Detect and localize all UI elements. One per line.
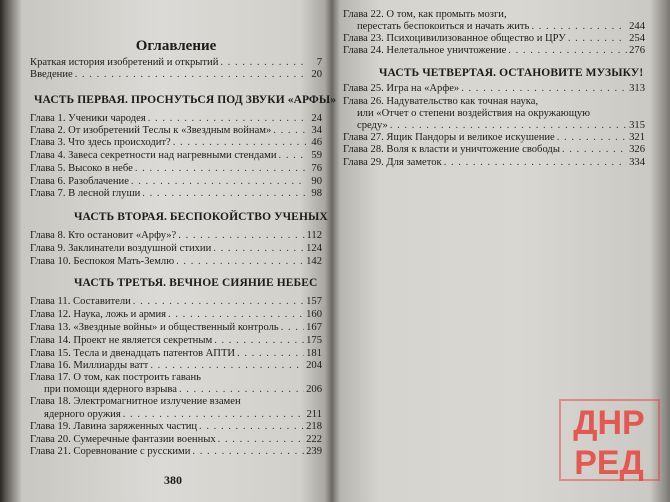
entry-title: Глава 1. Ученики чародея [30,113,146,124]
toc-entry [30,243,322,255]
dot-leader [461,83,627,95]
dot-leader [568,33,627,45]
toc-entry [30,137,322,149]
entry-page: 167 [306,322,322,333]
entry-title: Глава 23. Психоцивилизованное общество и ЦРУ [343,33,566,44]
page-number: 380 [164,473,182,487]
entry-title: Глава 9. Заклинатели воздушной стихии [30,243,212,254]
toc-entry-continuation [357,21,645,33]
entry-page: 222 [306,434,322,445]
entry-page: 157 [306,296,322,307]
entry-page: 276 [629,45,645,56]
part-two-heading: ЧАСТЬ ВТОРАЯ. БЕСПОКОЙСТВО УЧЕНЫХ [74,211,328,223]
entry-title: Глава 10. Беспокоя Мать-Землю [30,256,175,267]
entry-page: 326 [629,144,645,155]
entry-title: Глава 25. Игра на «Арфе» [343,83,460,94]
entry-page: 218 [306,421,322,432]
entry-title: Глава 21. Соревнование с русскими [30,446,191,457]
entry-page: 112 [306,230,322,241]
dot-leader [237,348,304,360]
entry-page: 175 [306,335,322,346]
dot-leader [281,322,304,334]
entry-page: 315 [629,120,645,131]
toc-entry [343,33,645,45]
dot-leader [199,421,304,433]
entry-page: 124 [306,243,322,254]
toc-entry-history [30,57,322,69]
toc-entry [30,113,322,125]
toc-entry [30,309,322,321]
entry-title: Глава 19. Лавина заряженных частиц [30,421,198,432]
watermark-logo [558,398,661,482]
toc-entry [30,421,322,433]
part-three-heading: ЧАСТЬ ТРЕТЬЯ. ВЕЧНОЕ СИЯНИЕ НЕБЕС [74,277,318,289]
entry-page: 98 [311,188,322,199]
entry-title: Краткая история изобретений и открытий [30,57,219,68]
dot-leader [444,157,627,169]
entry-title: Глава 27. Ящик Пандоры и великое искушение [343,132,555,143]
entry-page: 181 [306,348,322,359]
dot-leader [123,409,305,421]
watermark-line2: РЕД [574,444,644,482]
entry-page: 321 [629,132,645,143]
entry-title: Глава 3. Что здесь происходит? [30,137,171,148]
dot-leader [178,230,304,242]
entry-title: Введение [30,69,73,80]
toc-entry [343,45,645,57]
entry-page: 334 [629,157,645,168]
toc-entry-intro [30,69,322,81]
toc-entry [343,83,645,95]
dot-leader [390,120,627,132]
toc-entry [30,150,322,162]
entry-page: 142 [306,256,322,267]
toc-entry [30,256,322,268]
toc-entry-continuation [357,120,645,132]
dot-leader [214,335,304,347]
dot-leader [508,45,627,57]
left-page [30,0,337,502]
entry-page: 46 [311,137,322,148]
entry-page: 254 [629,33,645,44]
entry-page: 20 [311,69,322,80]
toc-entry-line: Глава 18. Электромагнитное излучение взамен [30,396,241,407]
entry-title: при помощи ядерного взрыва [44,384,177,395]
dot-leader [562,144,627,156]
entry-title: Глава 12. Наука, ложь и армия [30,309,167,320]
entry-page: 90 [311,176,322,187]
entry-title: Глава 29. Для заметок [343,157,442,168]
dot-leader [279,150,306,162]
toc-entry [30,434,322,446]
toc-entry [30,188,322,200]
dot-leader [176,256,304,268]
toc-entry-continuation [44,409,322,421]
toc-entry [30,322,322,334]
entry-title: Глава 24. Нелетальное уничтожение [343,45,507,56]
entry-page: 76 [311,163,322,174]
dot-leader [142,188,306,200]
entry-title: Глава 16. Миллиарды ватт [30,360,149,371]
dot-leader [75,69,306,81]
entry-title: Глава 28. Воля к власти и уничтожение свободы [343,144,560,155]
dot-leader [220,57,306,69]
entry-page: 239 [306,446,322,457]
entry-title: Глава 14. Проект не является секретным [30,335,213,346]
entry-title: Глава 8. Кто остановит «Арфу»? [30,230,177,241]
entry-page: 160 [306,309,322,320]
toc-entry [30,230,322,242]
toc-entry [30,163,322,175]
dot-leader [179,384,304,396]
entry-page: 204 [306,360,322,371]
toc-entry [30,125,322,137]
entry-page: 59 [311,150,322,161]
entry-title: Глава 13. «Звездные войны» и общественный контроль [30,322,279,333]
dot-leader [168,309,304,321]
entry-title: Глава 11. Составители [30,296,131,307]
entry-title: Глава 6. Разоблачение [30,176,129,187]
entry-page: 24 [311,113,322,124]
toc-entry [30,296,322,308]
toc-title: Оглавление [135,38,217,54]
toc-entry-line: Глава 22. О том, как промыть мозги, [343,9,507,20]
entry-title: Глава 5. Высоко в небе [30,163,133,174]
dot-leader [531,21,627,33]
dot-leader [557,132,627,144]
entry-title: ядерного оружия [44,409,121,420]
watermark-line1: ДНР [573,404,645,442]
entry-title: Глава 15. Тесла и двенадцать патентов АПТИ [30,348,236,359]
toc-entry [30,348,322,360]
toc-entry [343,132,645,144]
entry-page: 206 [306,384,322,395]
entry-title: Глава 4. Завеса секретности над нагревными стендами [30,150,277,161]
entry-page: 244 [629,21,645,32]
entry-page: 34 [311,125,322,136]
toc-entry [30,360,322,372]
dot-leader [150,360,304,372]
entry-title: Глава 7. В лесной глуши [30,188,141,199]
toc-entry [30,335,322,347]
dot-leader [148,113,306,125]
toc-entry-line: Глава 26. Надувательство как точная наука, [343,96,539,107]
toc-entry-line: или «Отчет о степени воздействия на окружающую [357,108,591,119]
dot-leader [192,446,304,458]
dot-leader [135,163,306,175]
dot-leader [133,296,304,308]
entry-title: среду» [357,120,388,131]
toc-entry-line: Глава 17. О том, как построить гавань [30,372,201,383]
part-four-heading: ЧАСТЬ ЧЕТВЕРТАЯ. ОСТАНОВИТЕ МУЗЫКУ! [379,67,644,79]
dot-leader [213,243,304,255]
toc-entry [343,144,645,156]
toc-entry-continuation [44,384,322,396]
entry-title: перестать беспокоиться и начать жить [357,21,530,32]
toc-entry [343,157,645,169]
dot-leader [218,434,304,446]
entry-page: 7 [316,57,322,68]
toc-entry [30,176,322,188]
dot-leader [273,125,306,137]
dot-leader [131,176,306,188]
toc-entry [30,446,322,458]
part-one-heading: ЧАСТЬ ПЕРВАЯ. ПРОСНУТЬСЯ ПОД ЗВУКИ «АРФЫ» [34,94,337,106]
dot-leader [173,137,306,149]
entry-title: Глава 20. Сумеречные фантазии военных [30,434,216,445]
entry-page: 313 [629,83,645,94]
entry-page: 211 [306,409,322,420]
entry-title: Глава 2. От изобретений Теслы к «Звездным войнам» [30,125,272,136]
